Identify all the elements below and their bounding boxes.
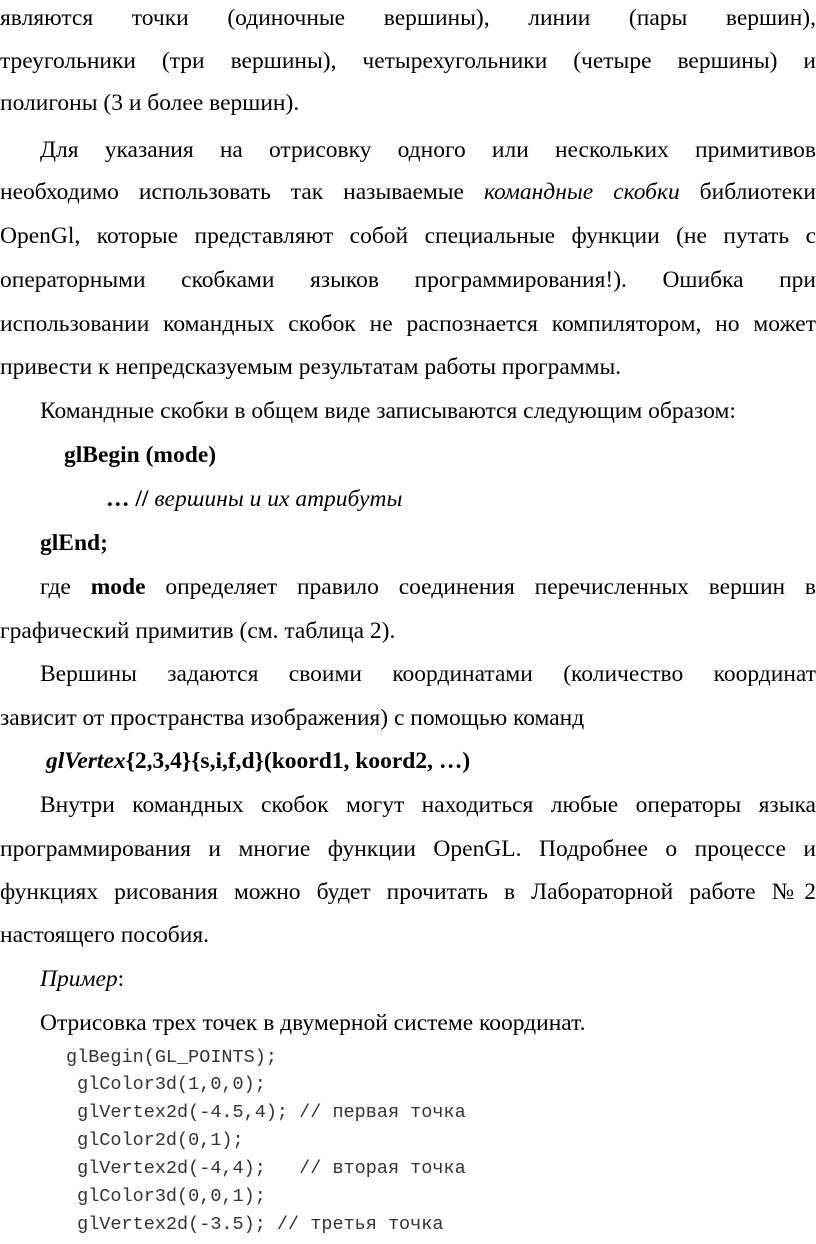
- syntax-body: [106, 484, 816, 514]
- example-colon: :: [117, 966, 125, 992]
- paragraph-line: привести к непредсказуемым результатам работы программы.: [0, 354, 622, 380]
- vertex-syntax: [46, 746, 816, 776]
- italic-term: командные скобки: [483, 179, 680, 205]
- paragraph-line: Вершины задаются своими координатами (количество координат: [40, 661, 816, 687]
- syntax-end: glEnd;: [40, 530, 108, 556]
- paragraph-line: программирования и многие функции OpenGL. Подробнее о процессе и: [0, 836, 816, 862]
- code-line: glColor3d(0,0,1);: [66, 1186, 266, 1207]
- paragraph-line: Внутри командных скобок могут находиться любые операторы языка: [40, 792, 816, 818]
- paragraph-line: операторными скобками языков программирования!). Ошибка при: [0, 267, 816, 293]
- code-line: glVertex2d(-4.5,4); // первая точка: [66, 1102, 466, 1123]
- code-line: glColor2d(0,1);: [66, 1130, 244, 1151]
- example-description: Отрисовка трех точек в двумерной системе координат.: [40, 1010, 586, 1036]
- paragraph-line: Командные скобки в общем виде записываются следующим образом:: [40, 398, 736, 424]
- syntax-begin: glBegin (mode): [64, 442, 217, 468]
- code-line: glColor3d(1,0,0);: [66, 1074, 266, 1095]
- paragraph-line: полигоны (3 и более вершин).: [0, 90, 300, 116]
- text-span: необходимо использовать так называемые: [0, 179, 464, 205]
- text-span: определяет правило соединения перечисленных вершин в: [165, 574, 816, 600]
- example-label: [40, 964, 816, 994]
- paragraph-line: функциях рисования можно будет прочитать в Лабораторной работе №2: [0, 879, 816, 905]
- paragraph-line: OpenGl, которые представляют собой специальные функции (не путать с: [0, 223, 816, 249]
- code-line: glVertex2d(-4,4); // вторая точка: [66, 1158, 466, 1179]
- paragraph-line: настоящего пособия.: [0, 922, 210, 948]
- text-span: библиотеки: [699, 179, 816, 205]
- text-span: где: [40, 574, 71, 600]
- code-line: glBegin(GL_POINTS);: [66, 1047, 277, 1068]
- paragraph-line: графический примитив (см. таблица 2).: [0, 618, 396, 644]
- paragraph-line: [0, 177, 816, 207]
- paragraph-line: треугольники (три вершины), четырехугольники (четыре вершины) и: [0, 48, 816, 74]
- bold-term: mode: [90, 574, 146, 600]
- example-label-text: Пример: [40, 966, 118, 992]
- vertex-name: glVertex: [46, 748, 126, 774]
- paragraph-line: являются точки (одиночные вершины), линии (пары вершин),: [0, 5, 816, 31]
- paragraph-line: Для указания на отрисовку одного или нескольких примитивов: [40, 137, 816, 163]
- syntax-dots: … //: [106, 486, 149, 512]
- code-line: glVertex2d(-3.5); // третья точка: [66, 1214, 444, 1235]
- syntax-comment: вершины и их атрибуты: [154, 486, 403, 512]
- vertex-args: {2,3,4}{s,i,f,d}(koord1, koord2, …): [125, 748, 471, 774]
- paragraph-line: использовании командных скобок не распознается компилятором, но может: [0, 311, 816, 337]
- paragraph-line: зависит от пространства изображения) с помощью команд: [0, 705, 585, 731]
- paragraph-line: [40, 572, 816, 602]
